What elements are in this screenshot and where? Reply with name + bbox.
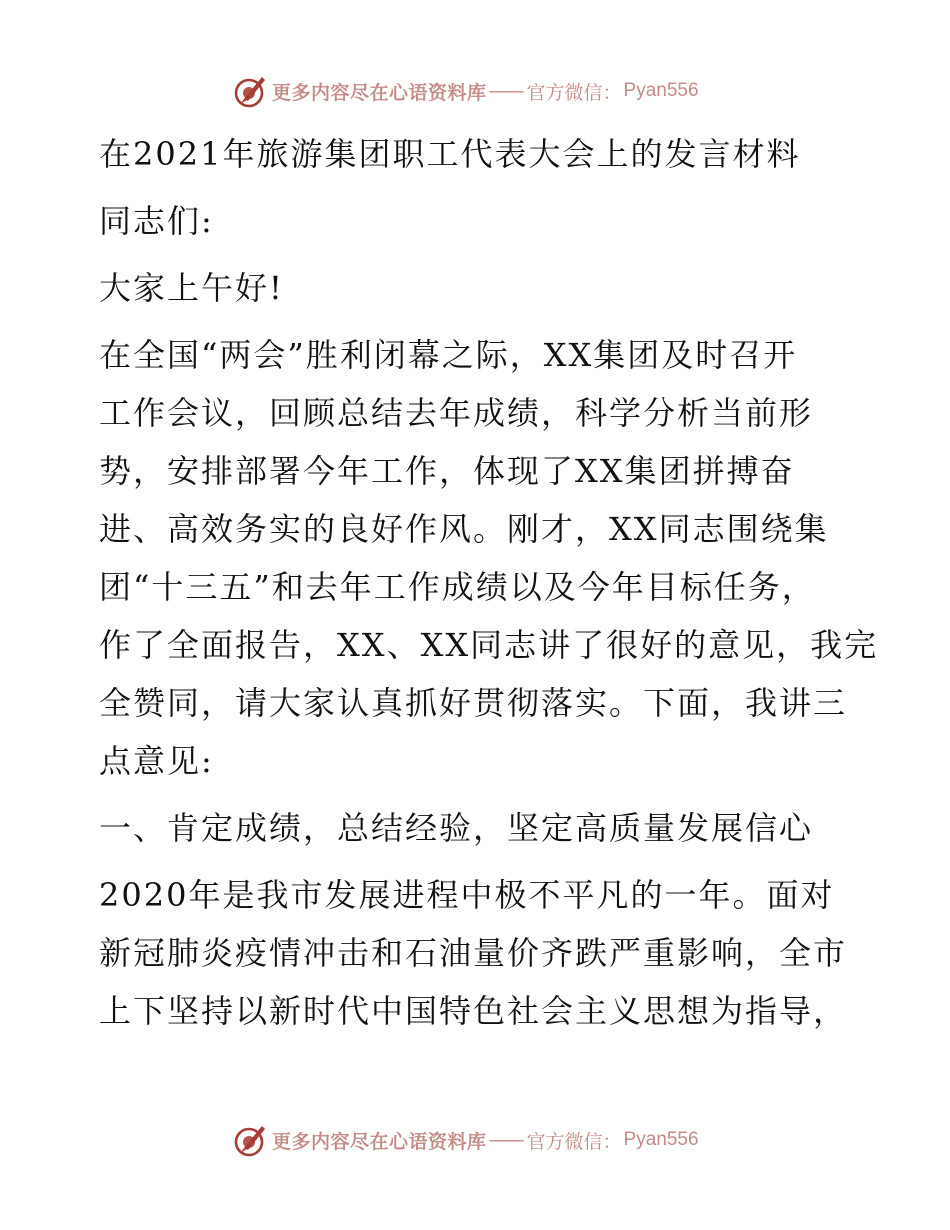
salutation: 同志们: [99,202,214,240]
watermark-dash: —— [488,80,523,102]
watermark-brand: 更多内容尽在心语资料库 [272,81,487,104]
watermark-header [232,71,699,111]
paragraph-line: 势，安排部署今年工作，体现了XX集团拼搏奋 [99,452,795,490]
watermark-dash: —— [488,1129,523,1151]
paragraph-line: 作了全面报告，XX、XX同志讲了很好的意见，我完 [99,626,879,664]
paragraph-line: 新冠肺炎疫情冲击和石油量价齐跌严重影响，全市 [99,934,848,972]
paragraph-1 [99,326,879,790]
paragraph-line: 进、高效务实的良好作风。刚才，XX同志围绕集 [99,510,829,548]
watermark-wechat-id: Pyan556 [623,1129,699,1150]
watermark-wechat-label: 官方微信： [526,1130,622,1153]
quill-logo-icon [232,1122,268,1158]
watermark-wechat-label: 官方微信： [526,81,622,104]
document-body [99,125,879,1040]
paragraph-line: 2020年是我市发展进程中极不平凡的一年。面对 [99,876,835,914]
paragraph-line: 上下坚持以新时代中国特色社会主义思想为指导， [99,992,848,1030]
greeting: 大家上午好! [99,269,284,307]
watermark-wechat-id: Pyan556 [623,80,699,101]
watermark-footer [232,1120,699,1160]
paragraph-line: 团“十三五”和去年工作成绩以及今年目标任务， [99,568,816,606]
paragraph-line: 工作会议，回顾总结去年成绩，科学分析当前形 [99,394,814,432]
watermark-brand: 更多内容尽在心语资料库 [272,1130,487,1153]
paragraph-2 [99,866,859,1040]
paragraph-line: 点意见: [99,742,214,780]
paragraph-line: 在全国“两会”胜利闭幕之际，XX集团及时召开 [99,336,798,374]
document-title: 在2021年旅游集团职工代表大会上的发言材料 [99,135,801,173]
paragraph-line: 全赞同，请大家认真抓好贯彻落实。下面，我讲三 [99,684,848,722]
quill-logo-icon [232,73,268,109]
section-heading-1: 一、肯定成绩，总结经验，坚定高质量发展信心 [99,809,814,847]
